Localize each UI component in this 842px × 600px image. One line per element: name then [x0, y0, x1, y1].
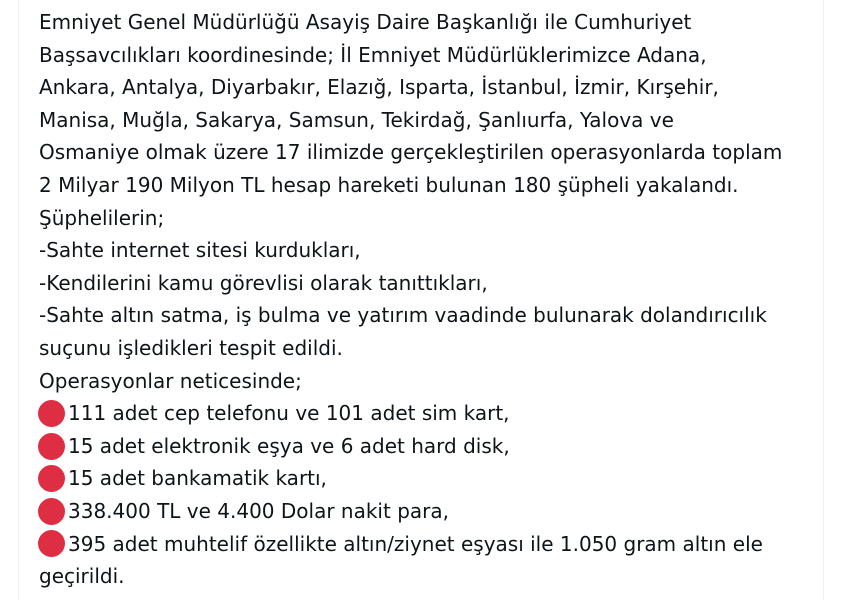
- post-text-line: Ankara, Antalya, Diyarbakır, Elazığ, Isparta, İstanbul, İzmir, Kırşehir,: [39, 75, 719, 100]
- seized-item-text: 338.400 TL ve 4.400 Dolar nakit para,: [68, 498, 449, 523]
- seized-item-text: 111 adet cep telefonu ve 101 adet sim kart,: [68, 401, 510, 426]
- seized-item: [38, 462, 823, 495]
- post-text-line: 2 Milyar 190 Milyon TL hesap hareketi bulunan 180 şüpheli yakalandı.: [39, 172, 739, 197]
- seized-item-text: 15 adet elektronik eşya ve 6 adet hard disk,: [68, 433, 510, 458]
- post-text-line: -Sahte altın satma, iş bulma ve yatırım vaadinde bulunarak dolandırıcılık: [39, 303, 767, 328]
- seized-item-text: 395 adet muhtelif özellikte altın/ziynet eşyası ile 1.050 gram altın ele: [68, 531, 763, 556]
- post-text-line: Başsavcılıkları koordinesinde; İl Emniyet Müdürlüklerimizce Adana,: [39, 42, 707, 67]
- post-text-line: suçunu işledikleri tespit edildi.: [39, 335, 343, 360]
- seized-item: [38, 528, 823, 561]
- post-text: [39, 6, 823, 593]
- timeline-border-left: [18, 0, 19, 600]
- post-text-line: Osmaniye olmak üzere 17 ilimizde gerçekleştirilen operasyonlarda toplam: [39, 140, 783, 165]
- post-text-line: Şüphelilerin;: [39, 205, 165, 230]
- post-text-line: Manisa, Muğla, Sakarya, Samsun, Tekirdağ, Şanlıurfa, Yalova ve: [39, 107, 674, 132]
- red-circle-icon: [38, 400, 65, 427]
- red-circle-icon: [38, 498, 65, 525]
- seized-item: [38, 430, 823, 463]
- post-text-line: -Sahte internet sitesi kurdukları,: [39, 238, 361, 263]
- post-text-line: geçirildi.: [39, 564, 125, 589]
- post-text-line: Operasyonlar neticesinde;: [39, 368, 302, 393]
- seized-item: [38, 495, 823, 528]
- post-text-line: Emniyet Genel Müdürlüğü Asayiş Daire Başkanlığı ile Cumhuriyet: [39, 10, 692, 34]
- red-circle-icon: [38, 465, 65, 492]
- timeline-border-right: [823, 0, 824, 600]
- seized-item-text: 15 adet bankamatik kartı,: [68, 466, 327, 491]
- post-text-line: -Kendilerini kamu görevlisi olarak tanıttıkları,: [39, 270, 488, 295]
- red-circle-icon: [38, 433, 65, 460]
- red-circle-icon: [38, 530, 65, 557]
- seized-item: [38, 397, 823, 430]
